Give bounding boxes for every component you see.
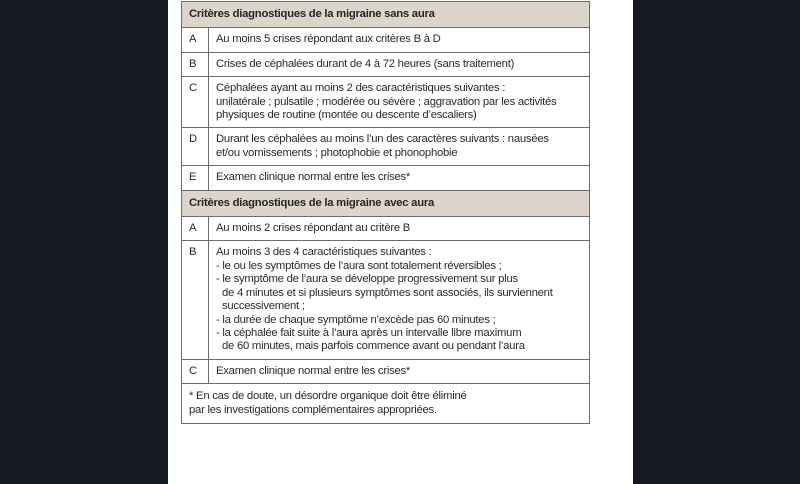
text-line: physiques de routine (montée ou descente d’escaliers)	[216, 109, 477, 122]
table-row	[182, 28, 590, 52]
section-title: Critères diagnostiques de la migraine avec aura	[182, 190, 590, 216]
text-line: Céphalées ayant au moins 2 des caractéristiques suivantes :	[216, 82, 506, 95]
text-line: unilatérale ; pulsatile ; modérée ou sévère ; aggravation par les activités	[216, 95, 557, 108]
criterion-letter: C	[182, 77, 209, 128]
migraine-criteria-table	[181, 1, 590, 424]
text-line: par les investigations complémentaires appropriées.	[189, 403, 437, 416]
text-line: successivement ;	[222, 300, 305, 313]
section-header-sans-aura	[182, 2, 590, 28]
text-line: Examen clinique normal entre les crises*	[216, 171, 411, 184]
text-line: Examen clinique normal entre les crises*	[216, 364, 411, 377]
text-line: Au moins 3 des 4 caractéristiques suivantes :	[216, 246, 432, 259]
text-line: de 60 minutes, mais parfois commence avant ou pendant l’aura	[222, 340, 525, 353]
criterion-letter: C	[182, 359, 209, 383]
table-row	[182, 241, 590, 359]
criterion-text	[209, 217, 590, 241]
text-line: - la céphalée fait suite à l’aura après un intervalle libre maximum	[216, 326, 522, 339]
text-line: Au moins 5 crises répondant aux critères B à D	[216, 33, 441, 46]
document-page	[168, 0, 633, 484]
footnote	[182, 384, 590, 424]
text-line: - le ou les symptômes de l’aura sont totalement réversibles ;	[216, 259, 502, 272]
text-line: Au moins 2 crises répondant au critère B	[216, 222, 411, 235]
text-line: - le symptôme de l’aura se développe progressivement sur plus	[216, 273, 518, 286]
table-row	[182, 217, 590, 241]
text-line: * En cas de doute, un désordre organique doit être éliminé	[189, 390, 467, 403]
criterion-letter: A	[182, 217, 209, 241]
text-line: - la durée de chaque symptôme n’excède pas 60 minutes ;	[216, 313, 496, 326]
criterion-letter: E	[182, 166, 209, 190]
criterion-letter: B	[182, 241, 209, 359]
criterion-text	[209, 359, 590, 383]
text-line: Crises de céphalées durant de 4 à 72 heures (sans traitement)	[216, 57, 515, 70]
section-header-avec-aura	[182, 190, 590, 216]
criterion-text	[209, 52, 590, 76]
criterion-text	[209, 77, 590, 128]
criterion-text	[209, 128, 590, 166]
table-row	[182, 77, 590, 128]
section-title: Critères diagnostiques de la migraine sans aura	[182, 2, 590, 28]
text-line: et/ou vomissements ; photophobie et phonophobie	[216, 146, 458, 159]
table-row	[182, 52, 590, 76]
table-row	[182, 166, 590, 190]
criterion-text	[209, 166, 590, 190]
criterion-letter: D	[182, 128, 209, 166]
criterion-letter: A	[182, 28, 209, 52]
text-line: Durant les céphalées au moins l’un des caractères suivants : nausées	[216, 133, 549, 146]
table-row	[182, 359, 590, 383]
criterion-letter: B	[182, 52, 209, 76]
text-line: de 4 minutes et si plusieurs symptômes sont associés, ils surviennent	[222, 286, 553, 299]
table-row	[182, 128, 590, 166]
criterion-text	[209, 28, 590, 52]
footnote-row	[182, 384, 590, 424]
criterion-text	[209, 241, 590, 359]
